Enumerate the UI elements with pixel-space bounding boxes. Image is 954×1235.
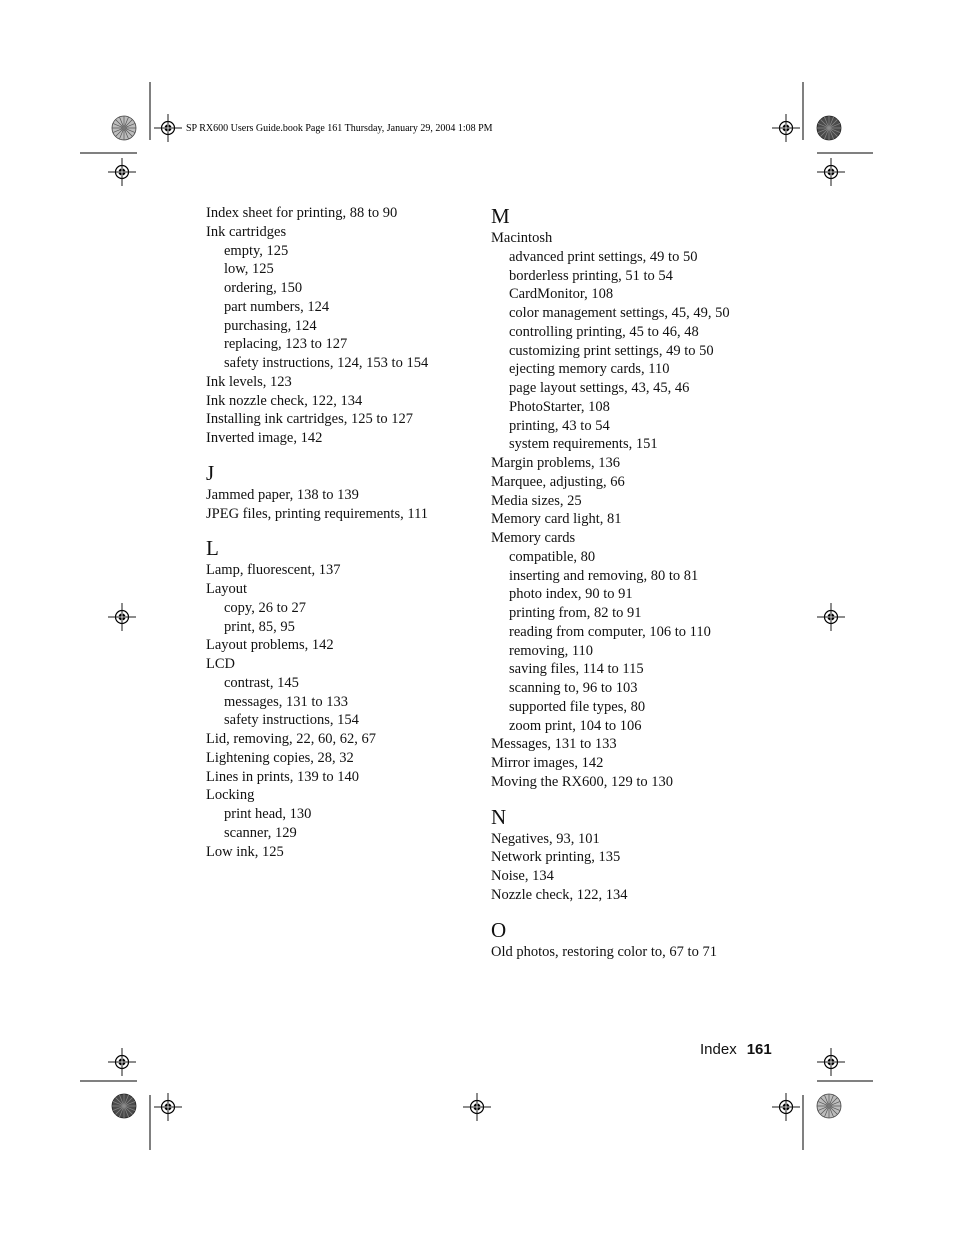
slug-line: SP RX600 Users Guide.book Page 161 Thursday, January 29, 2004 1:08 PM	[186, 123, 493, 134]
index-subentry: advanced print settings, 49 to 50	[509, 248, 698, 265]
index-subentry: contrast, 145	[224, 674, 299, 691]
index-entry: Nozzle check, 122, 134	[491, 886, 628, 903]
index-subentry: part numbers, 124	[224, 298, 330, 315]
index-subentry: reading from computer, 106 to 110	[509, 623, 711, 640]
index-subentry: printing from, 82 to 91	[509, 605, 642, 621]
index-subentry: messages, 131 to 133	[224, 693, 349, 710]
index-subentry: ordering, 150	[224, 280, 303, 296]
index-subentry: saving files, 114 to 115	[509, 661, 644, 678]
index-entry: Memory card light, 81	[491, 511, 622, 528]
index-subentry: photo index, 90 to 91	[509, 586, 633, 603]
page-number: 161	[746, 1041, 772, 1058]
index-entry: Lamp, fluorescent, 137	[206, 562, 341, 579]
index-entry: Mirror images, 142	[491, 755, 604, 771]
section-letter: J	[206, 460, 215, 485]
section-letter: L	[206, 536, 219, 561]
index-entry: Installing ink cartridges, 125 to 127	[206, 411, 413, 428]
index-subentry: ejecting memory cards, 110	[509, 361, 670, 378]
index-subentry: system requirements, 151	[509, 436, 658, 453]
index-entry: Messages, 131 to 133	[491, 736, 617, 753]
index-entry: Negatives, 93, 101	[491, 830, 600, 847]
index-entry: Inverted image, 142	[206, 430, 323, 446]
index-entry: Macintosh	[491, 230, 553, 246]
index-entry: Marquee, adjusting, 66	[491, 473, 625, 490]
index-entry: Index sheet for printing, 88 to 90	[206, 205, 398, 221]
index-entry: Locking	[206, 787, 255, 804]
index-entry: Network printing, 135	[491, 849, 621, 866]
index-entry: JPEG files, printing requirements, 111	[206, 505, 429, 522]
index-entry: Ink cartridges	[206, 223, 287, 240]
index-entry: Media sizes, 25	[491, 492, 582, 509]
index-subentry: customizing print settings, 49 to 50	[509, 342, 714, 359]
index-subentry: compatible, 80	[509, 548, 596, 565]
page-footer	[700, 1041, 772, 1058]
index-subentry: replacing, 123 to 127	[224, 336, 348, 353]
index-entry: Low ink, 125	[206, 843, 284, 860]
index-entry: Noise, 134	[491, 868, 554, 884]
index-subentry: controlling printing, 45 to 46, 48	[509, 323, 699, 340]
index-entry: Margin problems, 136	[491, 455, 621, 471]
index-subentry: print, 85, 95	[224, 618, 295, 635]
index-subentry: borderless printing, 51 to 54	[509, 267, 673, 284]
index-entry: LCD	[206, 656, 235, 672]
index-subentry: PhotoStarter, 108	[509, 398, 610, 415]
index-entry: Lightening copies, 28, 32	[206, 749, 354, 766]
index-subentry: purchasing, 124	[224, 317, 317, 334]
index-subentry: CardMonitor, 108	[509, 286, 614, 303]
index-entry: Old photos, restoring color to, 67 to 71	[491, 943, 717, 960]
index-subentry: color management settings, 45, 49, 50	[509, 305, 730, 321]
index-subentry: zoom print, 104 to 106	[509, 717, 642, 734]
index-subentry: safety instructions, 154	[224, 712, 359, 729]
index-entry: Layout problems, 142	[206, 637, 334, 654]
section-letter: N	[491, 804, 507, 829]
section-letter: O	[491, 917, 507, 942]
index-subentry: low, 125	[224, 261, 274, 278]
index-subentry: printing, 43 to 54	[509, 417, 610, 434]
index-column-left	[206, 204, 476, 861]
index-subentry: empty, 125	[224, 242, 289, 259]
index-subentry: supported file types, 80	[509, 698, 646, 715]
index-entry: Lines in prints, 139 to 140	[206, 768, 360, 785]
index-subentry: removing, 110	[509, 642, 594, 659]
section-letter: M	[491, 204, 510, 228]
index-column-right	[491, 204, 781, 961]
index-entry: Ink levels, 123	[206, 373, 292, 390]
index-subentry: copy, 26 to 27	[224, 599, 307, 616]
index-entry: Moving the RX600, 129 to 130	[491, 773, 674, 790]
index-subentry: inserting and removing, 80 to 81	[509, 567, 699, 584]
index-subentry: scanning to, 96 to 103	[509, 680, 638, 696]
index-subentry: safety instructions, 124, 153 to 154	[224, 355, 429, 371]
index-entry: Memory cards	[491, 530, 576, 546]
index-subentry: page layout settings, 43, 45, 46	[509, 380, 690, 396]
index-entry: Layout	[206, 581, 248, 597]
index-subentry: print head, 130	[224, 806, 312, 822]
index-subentry: scanner, 129	[224, 824, 297, 841]
index-entry: Jammed paper, 138 to 139	[206, 486, 359, 503]
index-entry: Ink nozzle check, 122, 134	[206, 392, 363, 409]
index-entry: Lid, removing, 22, 60, 62, 67	[206, 731, 376, 747]
footer-label: Index	[700, 1041, 737, 1058]
